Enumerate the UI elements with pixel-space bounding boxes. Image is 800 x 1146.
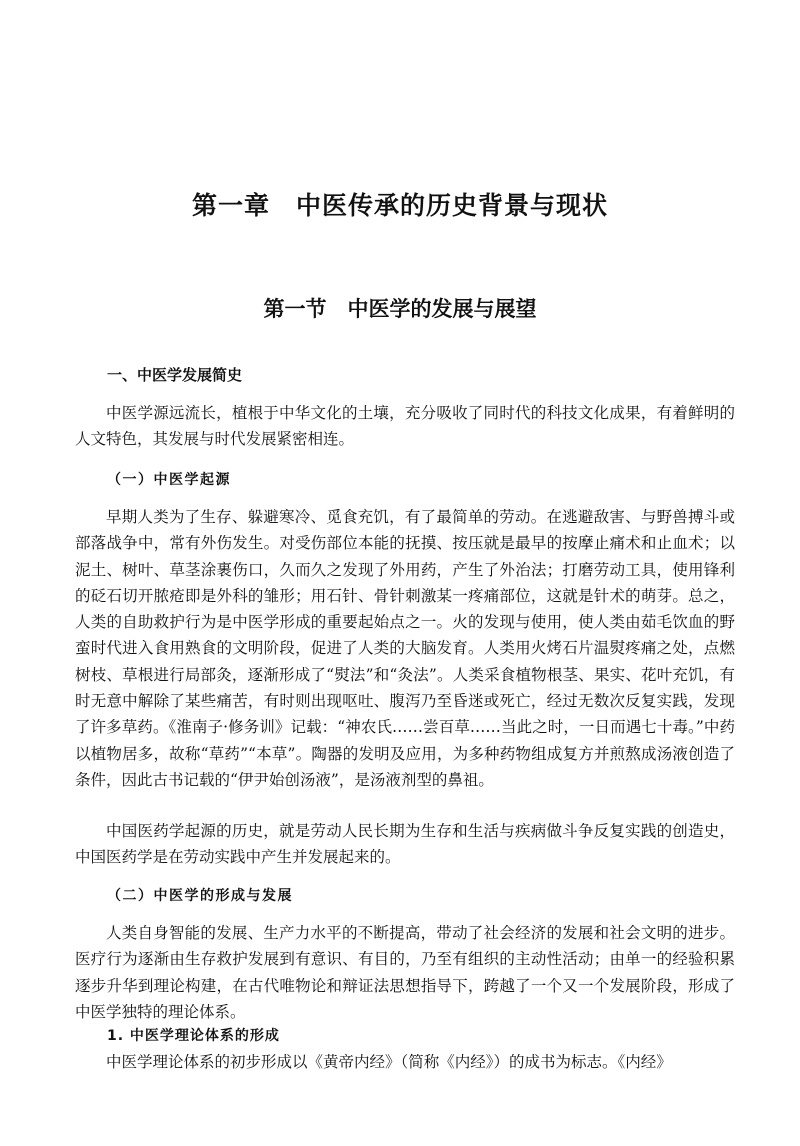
subsection-origin-heading: （一）中医学起源 <box>107 472 231 488</box>
origin-paragraph-2: 中国医药学起源的历史，就是劳动人民长期为生存和生活与疾病做斗争反复实践的创造史，中国医药学是在劳动实践中产生并发展起来的。 <box>75 822 735 867</box>
formation-paragraph: 人类自身智能的发展、生产力水平的不断提高，带动了社会经济的发展和社会文明的进步。医疗行为逐渐由生存救护发展到有意识、有目的，乃至有组织的主动性活动；由单一的经验积累逐步升华到理论构建，在古代唯物论和辩证法思想指导下，跨越了一个又一个发展阶段，形成了中医学独特的理论体系。 <box>75 924 735 1021</box>
section-title: 第一节 中医学的发展与展望 <box>263 296 537 321</box>
heading-brief-history: 一、中医学发展简史 <box>107 366 243 384</box>
intro-paragraph: 中医学源远流长，植根于中华文化的土壤，充分吸收了同时代的科技文化成果，有着鲜明的人文特色，其发展与时代发展紧密相连。 <box>75 404 735 449</box>
subsection-formation-heading: （二）中医学的形成与发展 <box>107 888 293 904</box>
theory-system-paragraph: 中医学理论体系的初步形成以《黄帝内经》（简称《内经》）的成书为标志。《内经》 <box>106 1053 672 1071</box>
chapter-title: 第一章 中医传承的历史背景与现状 <box>191 191 608 220</box>
origin-paragraph-1: 早期人类为了生存、躲避寒冷、觅食充饥，有了最简单的劳动。在逃避敌害、与野兽搏斗或部落战争中，常有外伤发生。对受伤部位本能的抚摸、按压就是最早的按摩止痛术和止血术；以泥土、树叶、草茎涂裹伤口，久而久之发现了外用药，产生了外治法；打磨劳动工具，使用锋利的砭石切开脓疮即是外科的雏形；用石针、骨针刺激某一疼痛部位，这就是针术的萌芽。总之，人类的自助救护行为是中医学形成的重要起始点之一。火的发现与使用，使人类由茹毛饮血的野蛮时代进入食用熟食的文明阶段，促进了人类的大脑发育。人类用火烤石片温熨疼痛之处，点燃树枝、草根进行局部灸，逐渐形成了“熨法”和“灸法”。人类采食植物根茎、果实、花叶充饥，有时无意中解除了某些痛苦，有时则出现呕吐、腹泻乃至昏迷或死亡，经过无数次反复实践，发现了许多草药。《淮南子·修务训》记载：“神农氏……尝百草……当此之时，一日而遇七十毒。”中药以植物居多，故称“草药”“本草”。陶器的发明及应用，为多种药物组成复方并煎熬成汤液创造了条件，因此古书记载的“伊尹始创汤液”，是汤液剂型的鼻祖。 <box>75 508 735 789</box>
item-theory-system-heading: 1. 中医学理论体系的形成 <box>107 1028 280 1044</box>
